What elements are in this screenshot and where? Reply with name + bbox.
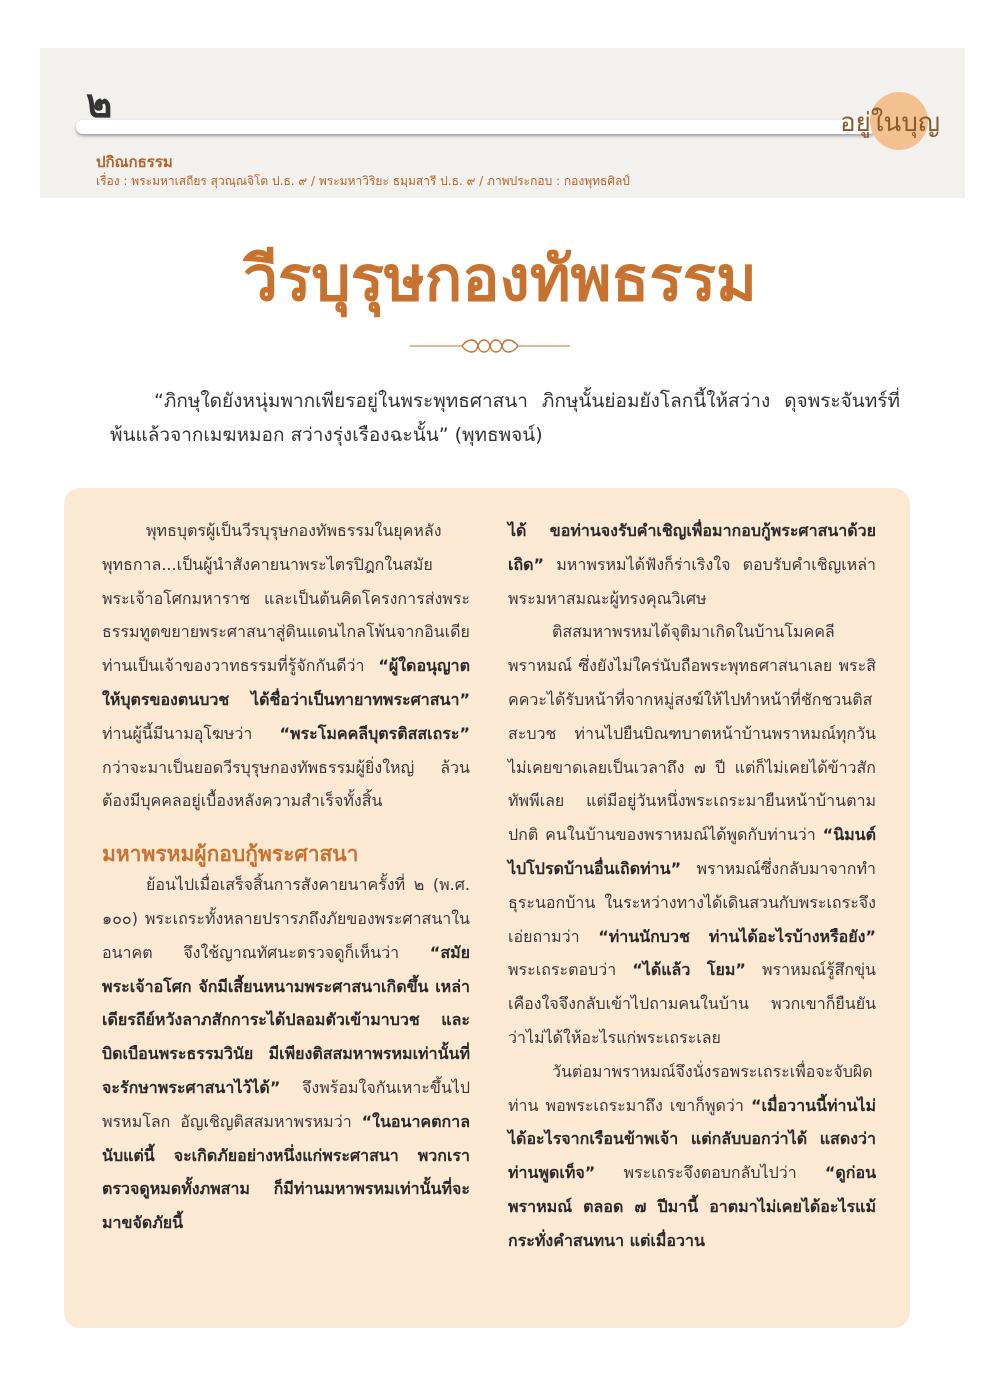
bold-quote: “ท่านนักบวช ท่านได้อะไรบ้างหรือยัง” <box>598 926 876 946</box>
paragraph <box>102 868 470 1240</box>
article-title: วีรบุรุษกองทัพธรรม <box>243 242 757 315</box>
text-run: พราหมณ์ซึ่งกลับมาจากทำธุระนอกบ้าน ในระหว่างทางได้เดินสวนกับพระเถระจึงเอ่ยถามว่า <box>508 858 876 946</box>
page-number: ๒ <box>86 80 113 127</box>
title-ornament-icon <box>410 335 570 357</box>
bold-quote: “ในอนาคตกาลนับแต่นี้ จะเกิดภัยอย่างหนึ่งแก่พระศาสนา พวกเราตรวจดูหมดทั้งภพสาม ก็มีท่านมหาพรหมเท่านั้นที่จะมาขจัดภัยนี้ <box>102 1111 470 1233</box>
bold-quote: “ผู้ใดอนุญาตให้บุตรของตนบวช ได้ชื่อว่าเป็นทายาทพระศาสนา” <box>102 656 470 709</box>
bold-quote: ได้ ขอท่านจงรับคำเชิญเพื่อมากอบกู้พระศาสนาด้วยเถิด” <box>508 521 876 574</box>
bold-quote: “เมื่อวานนี้ท่านไม่ได้อะไรจากเรือนข้าพเจ้า แต่กลับบอกว่าได้ แสดงว่าท่านพูดเท็จ” <box>508 1095 876 1183</box>
bold-quote: “ดูก่อนพราหมณ์ ตลอด ๗ ปีมานี้ อาตมาไม่เคยได้อะไรแม้กระทั่งคำสนทนา แต่เมื่อวาน <box>508 1163 876 1250</box>
text-run: วันต่อมาพราหมณ์จึงนั่งรอพระเถระเพื่อจะจับผิดท่าน พอพระเถระมาถึง เขาก็พูดว่า <box>508 1061 873 1115</box>
text-run: ท่านผู้นี้มีนามอุโฆษว่า <box>102 723 280 743</box>
left-column <box>102 514 470 1240</box>
paragraph <box>102 514 470 818</box>
paragraph <box>508 514 876 615</box>
text-run: พุทธบุตรผู้เป็นวีรบุรุษกองทัพธรรมในยุคหลังพุทธกาล...เป็นผู้นำสังคายนาพระไตรปิฎกในสมัยพระเจ้าอโศกมหาราช และเป็นต้นคิดโครงการส่งพระธรรมทูตขยายพระศาสนาสู่ดินแดนไกลโพ้นจากอินเดีย ท่านเป็นเจ้าของวาทธรรมที่รู้จักกันดีว่า <box>102 521 470 676</box>
header-rule <box>76 120 876 134</box>
bold-quote: “พระโมคคลีบุตรติสสเถระ” <box>279 723 470 743</box>
text-run: มหาพรหมได้ฟังก็ร่าเริงใจ ตอบรับคำเชิญเหล่าพระมหาสมณะผู้ทรงคุณวิเศษ <box>508 554 876 608</box>
text-run: จึงพร้อมใจกันเหาะขึ้นไปพรหมโลก อัญเชิญติสสมหาพรหมว่า <box>102 1077 470 1131</box>
badge-logo-text: อยู่ในบุญ <box>840 108 940 138</box>
credit-line: เรื่อง : พระมหาเสถียร สุวณฺณจิโต ป.ธ. ๙ / พระมหาวิริยะ ธมฺมสารี ป.ธ. ๙ / ภาพประกอบ : กองพุทธศิลป์ <box>96 174 630 188</box>
text-run: ติสสมหาพรหมได้จุติมาเกิดในบ้านโมคคลีพราหมณ์ ซึ่งยังไม่ใคร่นับถือพระพุทธศาสนาเลย พระสิคควะได้รับหน้าที่จากหมู่สงฆ์ให้ไปทำหน้าที่ชักชวนติสสะบวช ท่านไปยืนบิณฑบาตหน้าบ้านพราหมณ์ทุกวันไม่เคยขาดเลยเป็นเวลาถึง ๗ ปี แต่ก็ไม่เคยได้ข้าวสักทัพพีเลย แต่มีอยู่วันหนึ่งพระเถระมายืนหน้าบ้านตามปกติ คนในบ้านของพราหมณ์ได้พูดกับท่านว่า <box>508 622 876 845</box>
right-column <box>508 514 876 1258</box>
text-run: พราหมณ์รู้สึกขุ่นเคืองใจจึงกลับเข้าไปถามคนในบ้าน พวกเขาก็ยืนยันว่าไม่ได้ให้อะไรแก่พระเถระเลย <box>508 960 876 1047</box>
text-run: กว่าจะมาเป็นยอดวีรบุรุษกองทัพธรรมผู้ยิ่งใหญ่ ล้วนต้องมีบุคคลอยู่เบื้องหลังความสำเร็จทั้งสิ้น <box>102 757 470 811</box>
text-run: ย้อนไปเมื่อเสร็จสิ้นการสังคายนาครั้งที่ ๒ (พ.ศ. ๑๐๐) พระเถระทั้งหลายปรารภถึงภัยของพระศาสนาในอนาคต จึงใช้ญาณทัศนะตรวจดูก็เห็นว่า <box>102 875 470 962</box>
paragraph <box>508 1055 876 1258</box>
section-label: ปกิณกธรรม <box>96 153 173 171</box>
text-run: พระเถระจึงตอบกลับไปว่า <box>595 1163 825 1183</box>
magazine-badge <box>840 92 940 152</box>
bold-quote: “นิมนต์ไปโปรดบ้านอื่นเถิดท่าน” <box>508 825 876 878</box>
paragraph <box>508 615 876 1054</box>
bold-quote: “ได้แล้ว โยม” <box>632 960 746 980</box>
section-heading: มหาพรหมผู้กอบกู้พระศาสนา <box>102 842 359 867</box>
text-run: พระเถระตอบว่า <box>508 960 633 980</box>
opening-quote: “ภิกษุใดยังหนุ่มพากเพียรอยู่ในพระพุทธศาสนา ภิกษุนั้นย่อมยังโลกนี้ให้สว่าง ดุจพระจันทร์ที่พ้นแล้วจากเมฆหมอก สว่างรุ่งเรืองฉะนั้น” (พุทธพจน์) <box>110 390 900 446</box>
bold-quote: “สมัยพระเจ้าอโศก จักมีเสี้ยนหนามพระศาสนาเกิดขึ้น เหล่าเดียรถีย์หวังลาภสักการะได้ปลอมตัวเข้ามาบวช และบิดเบือนพระธรรมวินัย มีเพียงติสสมหาพรหมเท่านั้นที่จะรักษาพระศาสนาไว้ได้” <box>102 942 470 1097</box>
